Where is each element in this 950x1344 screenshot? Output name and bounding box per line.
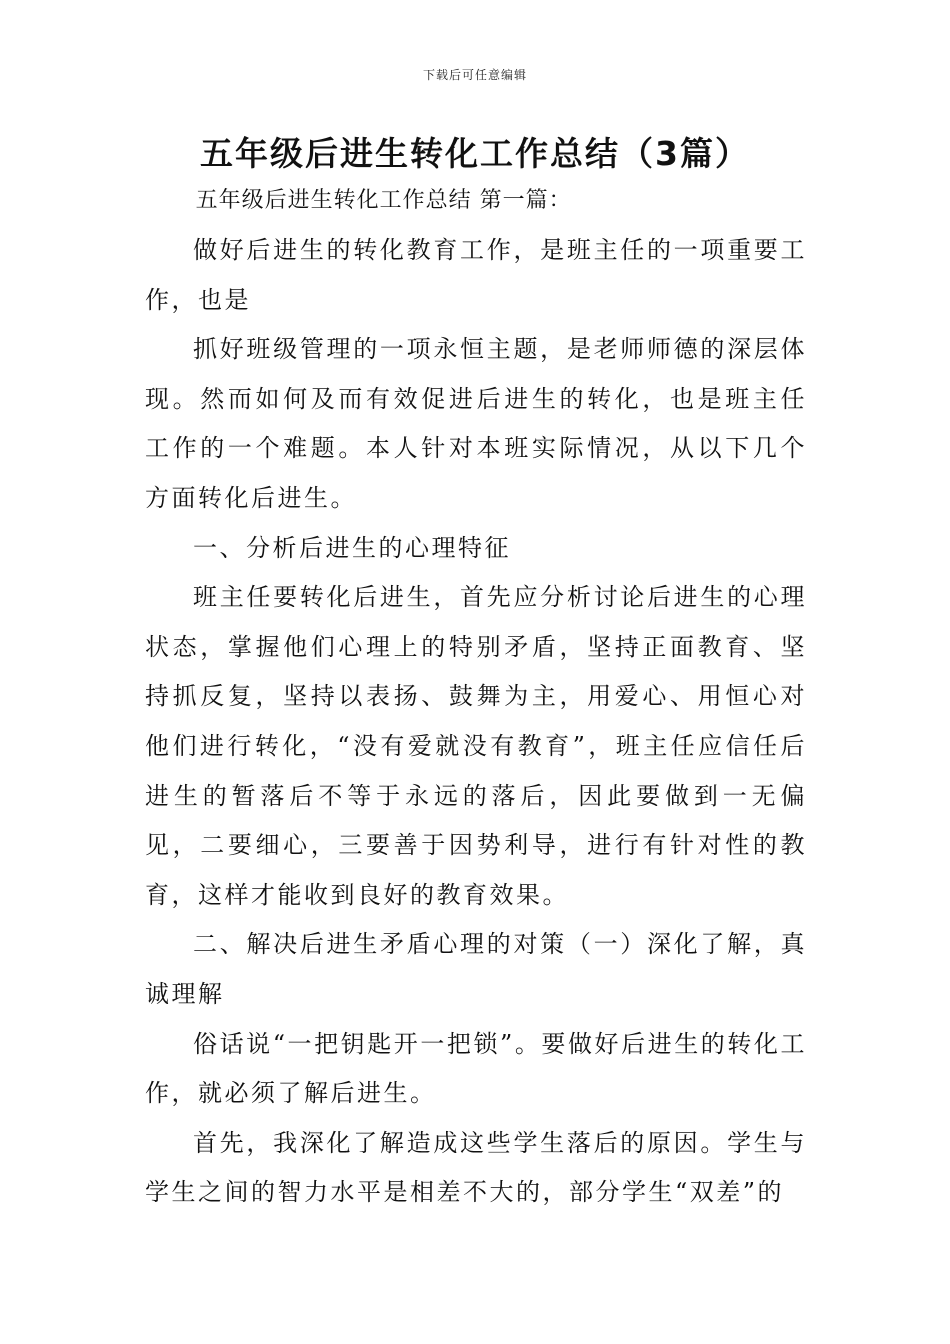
header-note: 下载后可任意编辑 — [422, 68, 527, 82]
paragraph: 首先，我深化了解造成这些学生落后的原因。学生与学生之间的智力水平是相差不大的，部分学生“双差”的 — [145, 1128, 807, 1207]
section-subtitle: 五年级后进生转化工作总结 第一篇： — [195, 188, 572, 213]
paragraph: 班主任要转化后进生，首先应分析讨论后进生的心理状态，掌握他们心理上的特别矛盾，坚持正面教育、坚持抓反复，坚持以表扬、鼓舞为主，用爱心、用恒心对他们进行转化，“没有爱就没有教育”，班主任应信任后进生的暂落后不等于永远的落后，因此要做到一无偏见，二要细心，三要善于因势利导，进行有针对性的教育，这样才能收到良好的教育效果。 — [145, 583, 807, 909]
section-heading: 二、解决后进生矛盾心理的对策（一）深化了解，真诚理解 — [145, 930, 807, 1008]
section-heading: 一、分析后进生的心理特征 — [193, 533, 511, 562]
document-title: 五年级后进生转化工作总结（3篇） — [200, 134, 750, 173]
document-body — [145, 178, 807, 1218]
paragraph: 做好后进生的转化教育工作，是班主任的一项重要工作，也是 — [145, 236, 807, 314]
paragraph: 俗话说“一把钥匙开一把锁”。要做好后进生的转化工作，就必须了解后进生。 — [145, 1029, 807, 1108]
paragraph: 抓好班级管理的一项永恒主题，是老师师德的深层体现。然而如何及而有效促进后进生的转化，也是班主任工作的一个难题。本人针对本班实际情况，从以下几个方面转化后进生。 — [145, 335, 807, 512]
